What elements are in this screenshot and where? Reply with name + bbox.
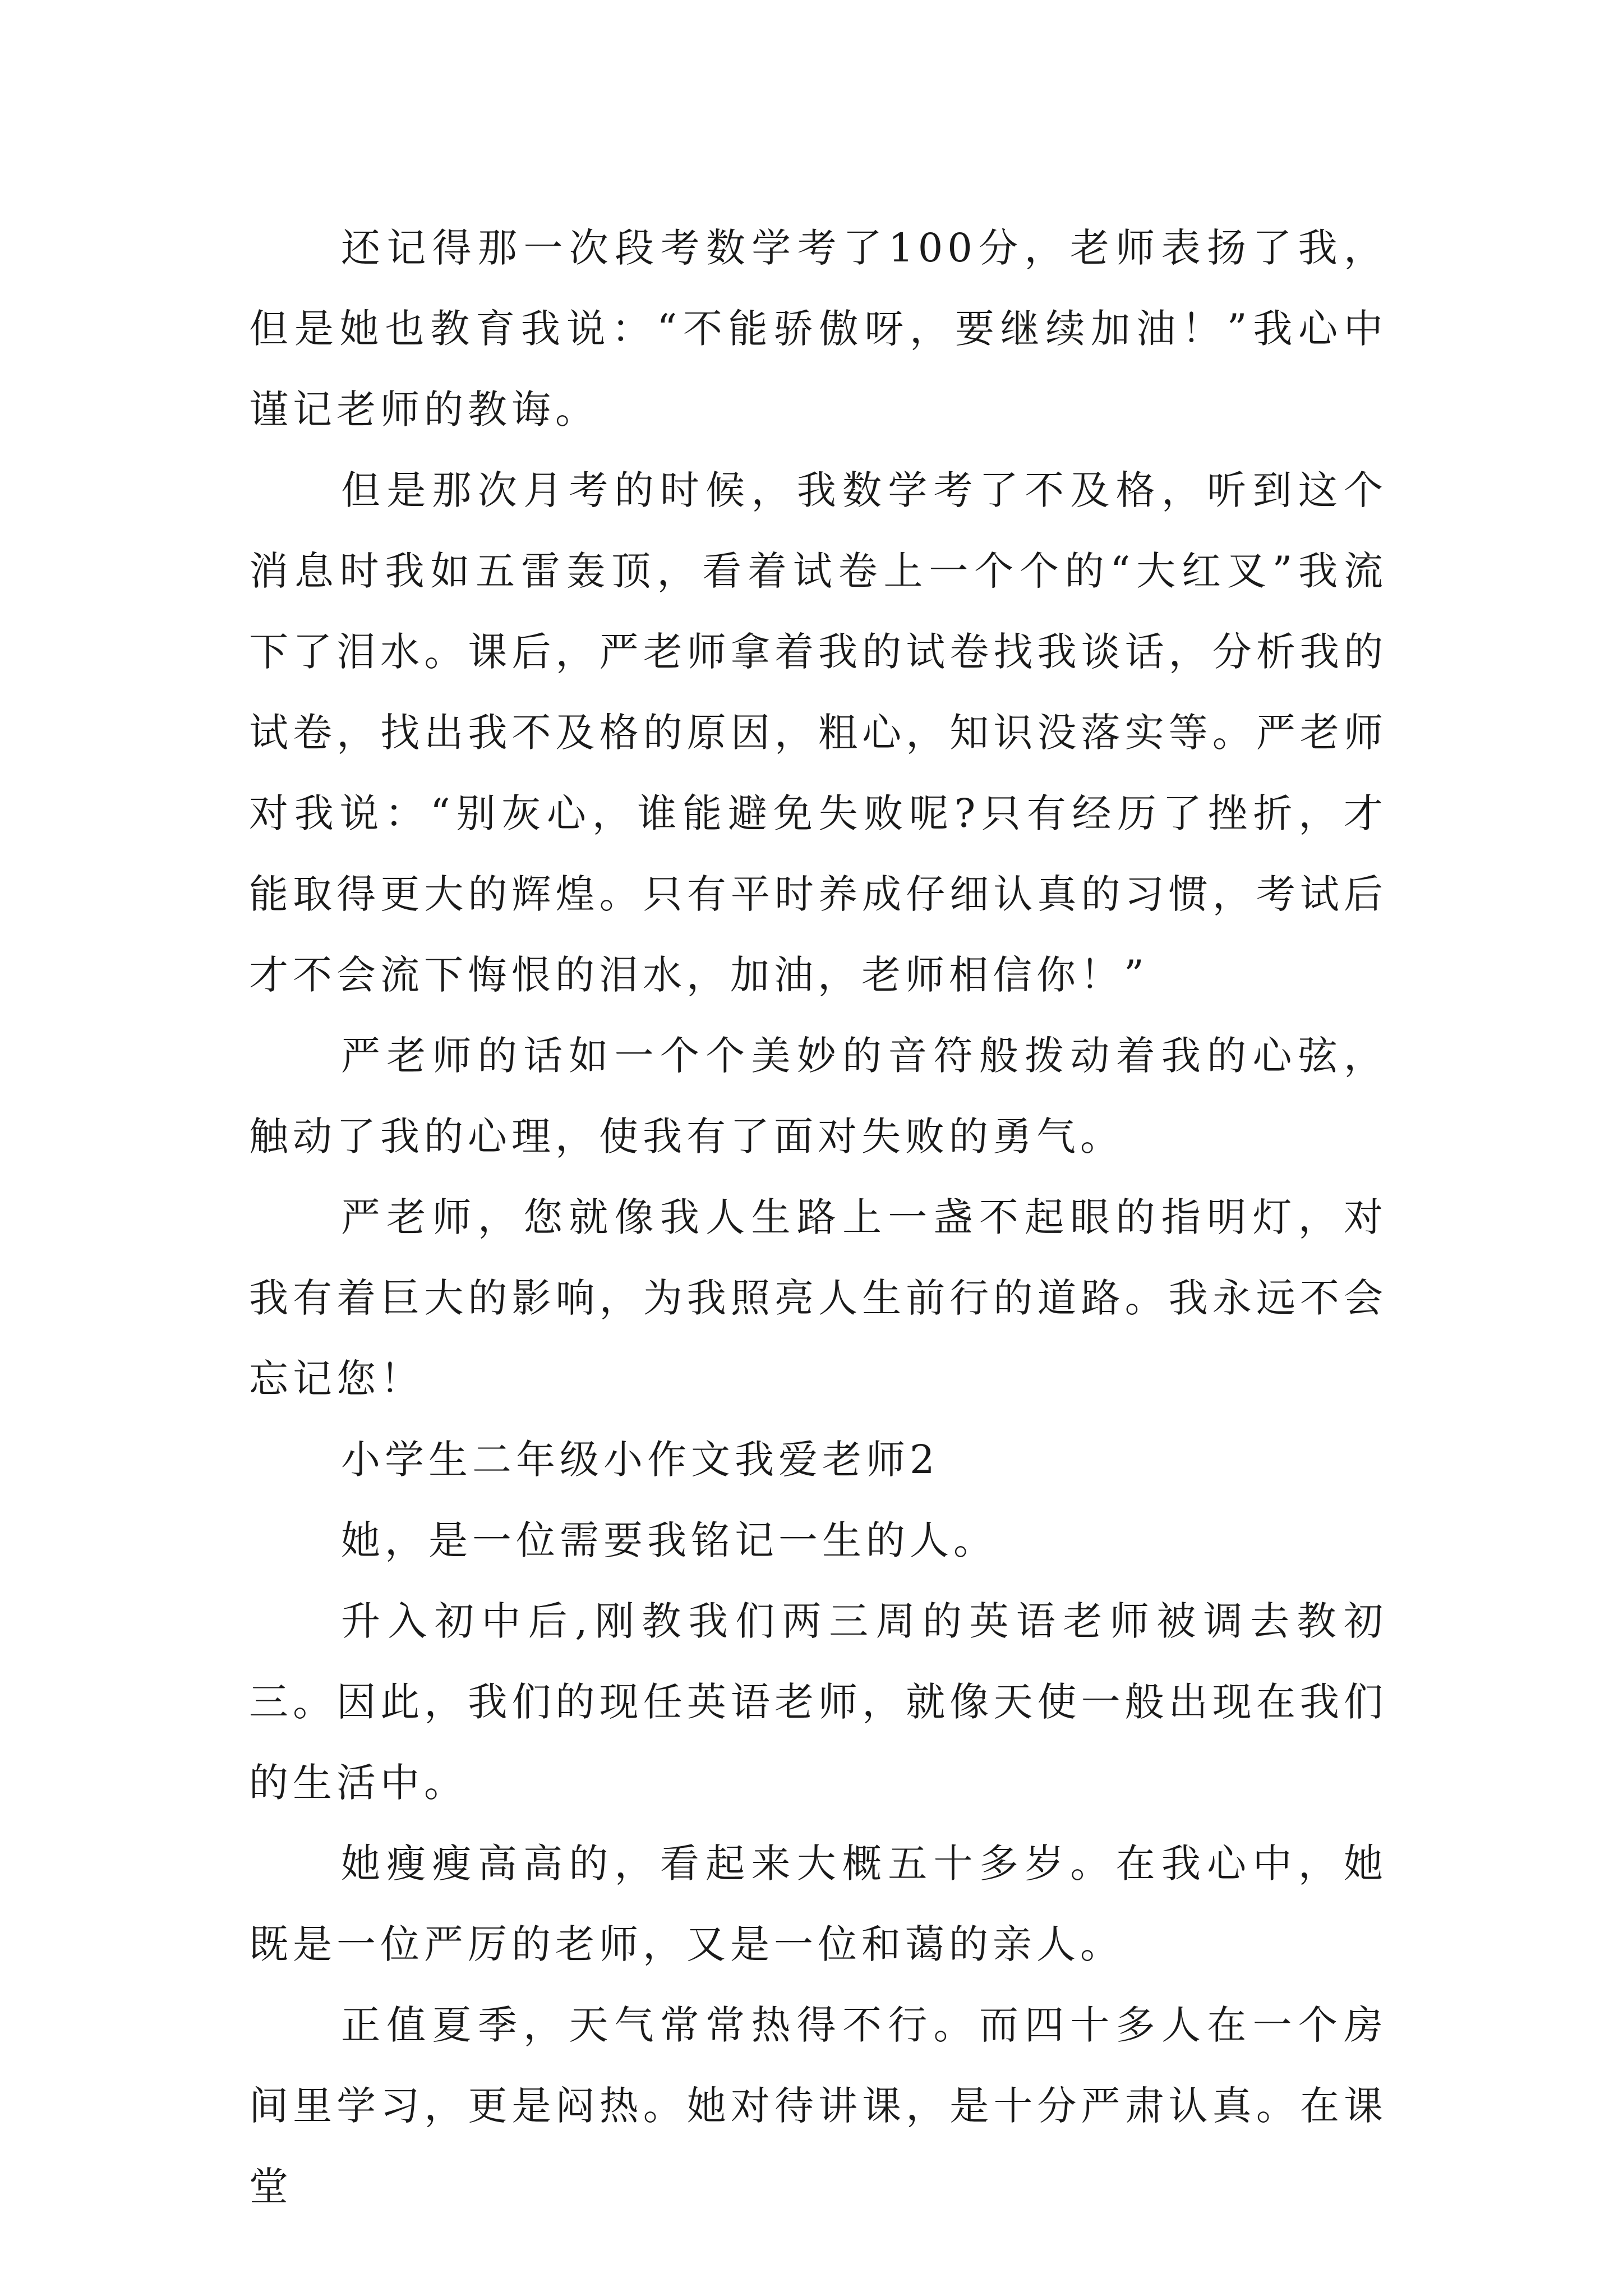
paragraph-appearance: 她瘦瘦高高的，看起来大概五十多岁。在我心中，她既是一位严厉的老师，又是一位和蔼的亲人。: [249, 1841, 1387, 1967]
paragraph-monthly-exam: 但是那次月考的时候，我数学考了不及格，听到这个消息时我如五雷轰顶，看着试卷上一个个的“大红叉”我流下了泪水。课后，严老师拿着我的试卷找我谈话，分析我的试卷，找出我不及格的原因，粗心，知识没落实等。严老师对我说：“别灰心，谁能避免失败呢?只有经历了挫折，才能取得更大的辉煌。只有平时养成仔细认真的习惯，考试后才不会流下悔恨的泪水，加油，老师相信你！”: [249, 467, 1387, 998]
paragraph-teacher-words: 严老师的话如一个个美妙的音符般拨动着我的心弦，触动了我的心理，使我有了面对失败的勇气。: [249, 1033, 1387, 1159]
paragraph-junior-high: 升入初中后,刚教我们两三周的英语老师被调去教初三。因此，我们的现任英语老师，就像天使一般出现在我们的生活中。: [249, 1598, 1387, 1806]
paragraph-exam-praise: 还记得那一次段考数学考了100分，老师表扬了我，但是她也教育我说：“不能骄傲呀，要继续加油！”我心中谨记老师的教诲。: [249, 225, 1387, 432]
document-body: [249, 208, 1387, 2227]
paragraph-summer-class: 正值夏季，天气常常热得不行。而四十多人在一个房间里学习，更是闷热。她对待讲课，是十分严肃认真。在课堂: [249, 2002, 1387, 2210]
paragraph-guiding-light: 严老师，您就像我人生路上一盏不起眼的指明灯，对我有着巨大的影响，为我照亮人生前行的道路。我永远不会忘记您！: [249, 1194, 1387, 1402]
essay-title: 小学生二年级小作文我爱老师2: [341, 1437, 939, 1483]
paragraph-remember-her: 她，是一位需要我铭记一生的人。: [341, 1517, 997, 1563]
